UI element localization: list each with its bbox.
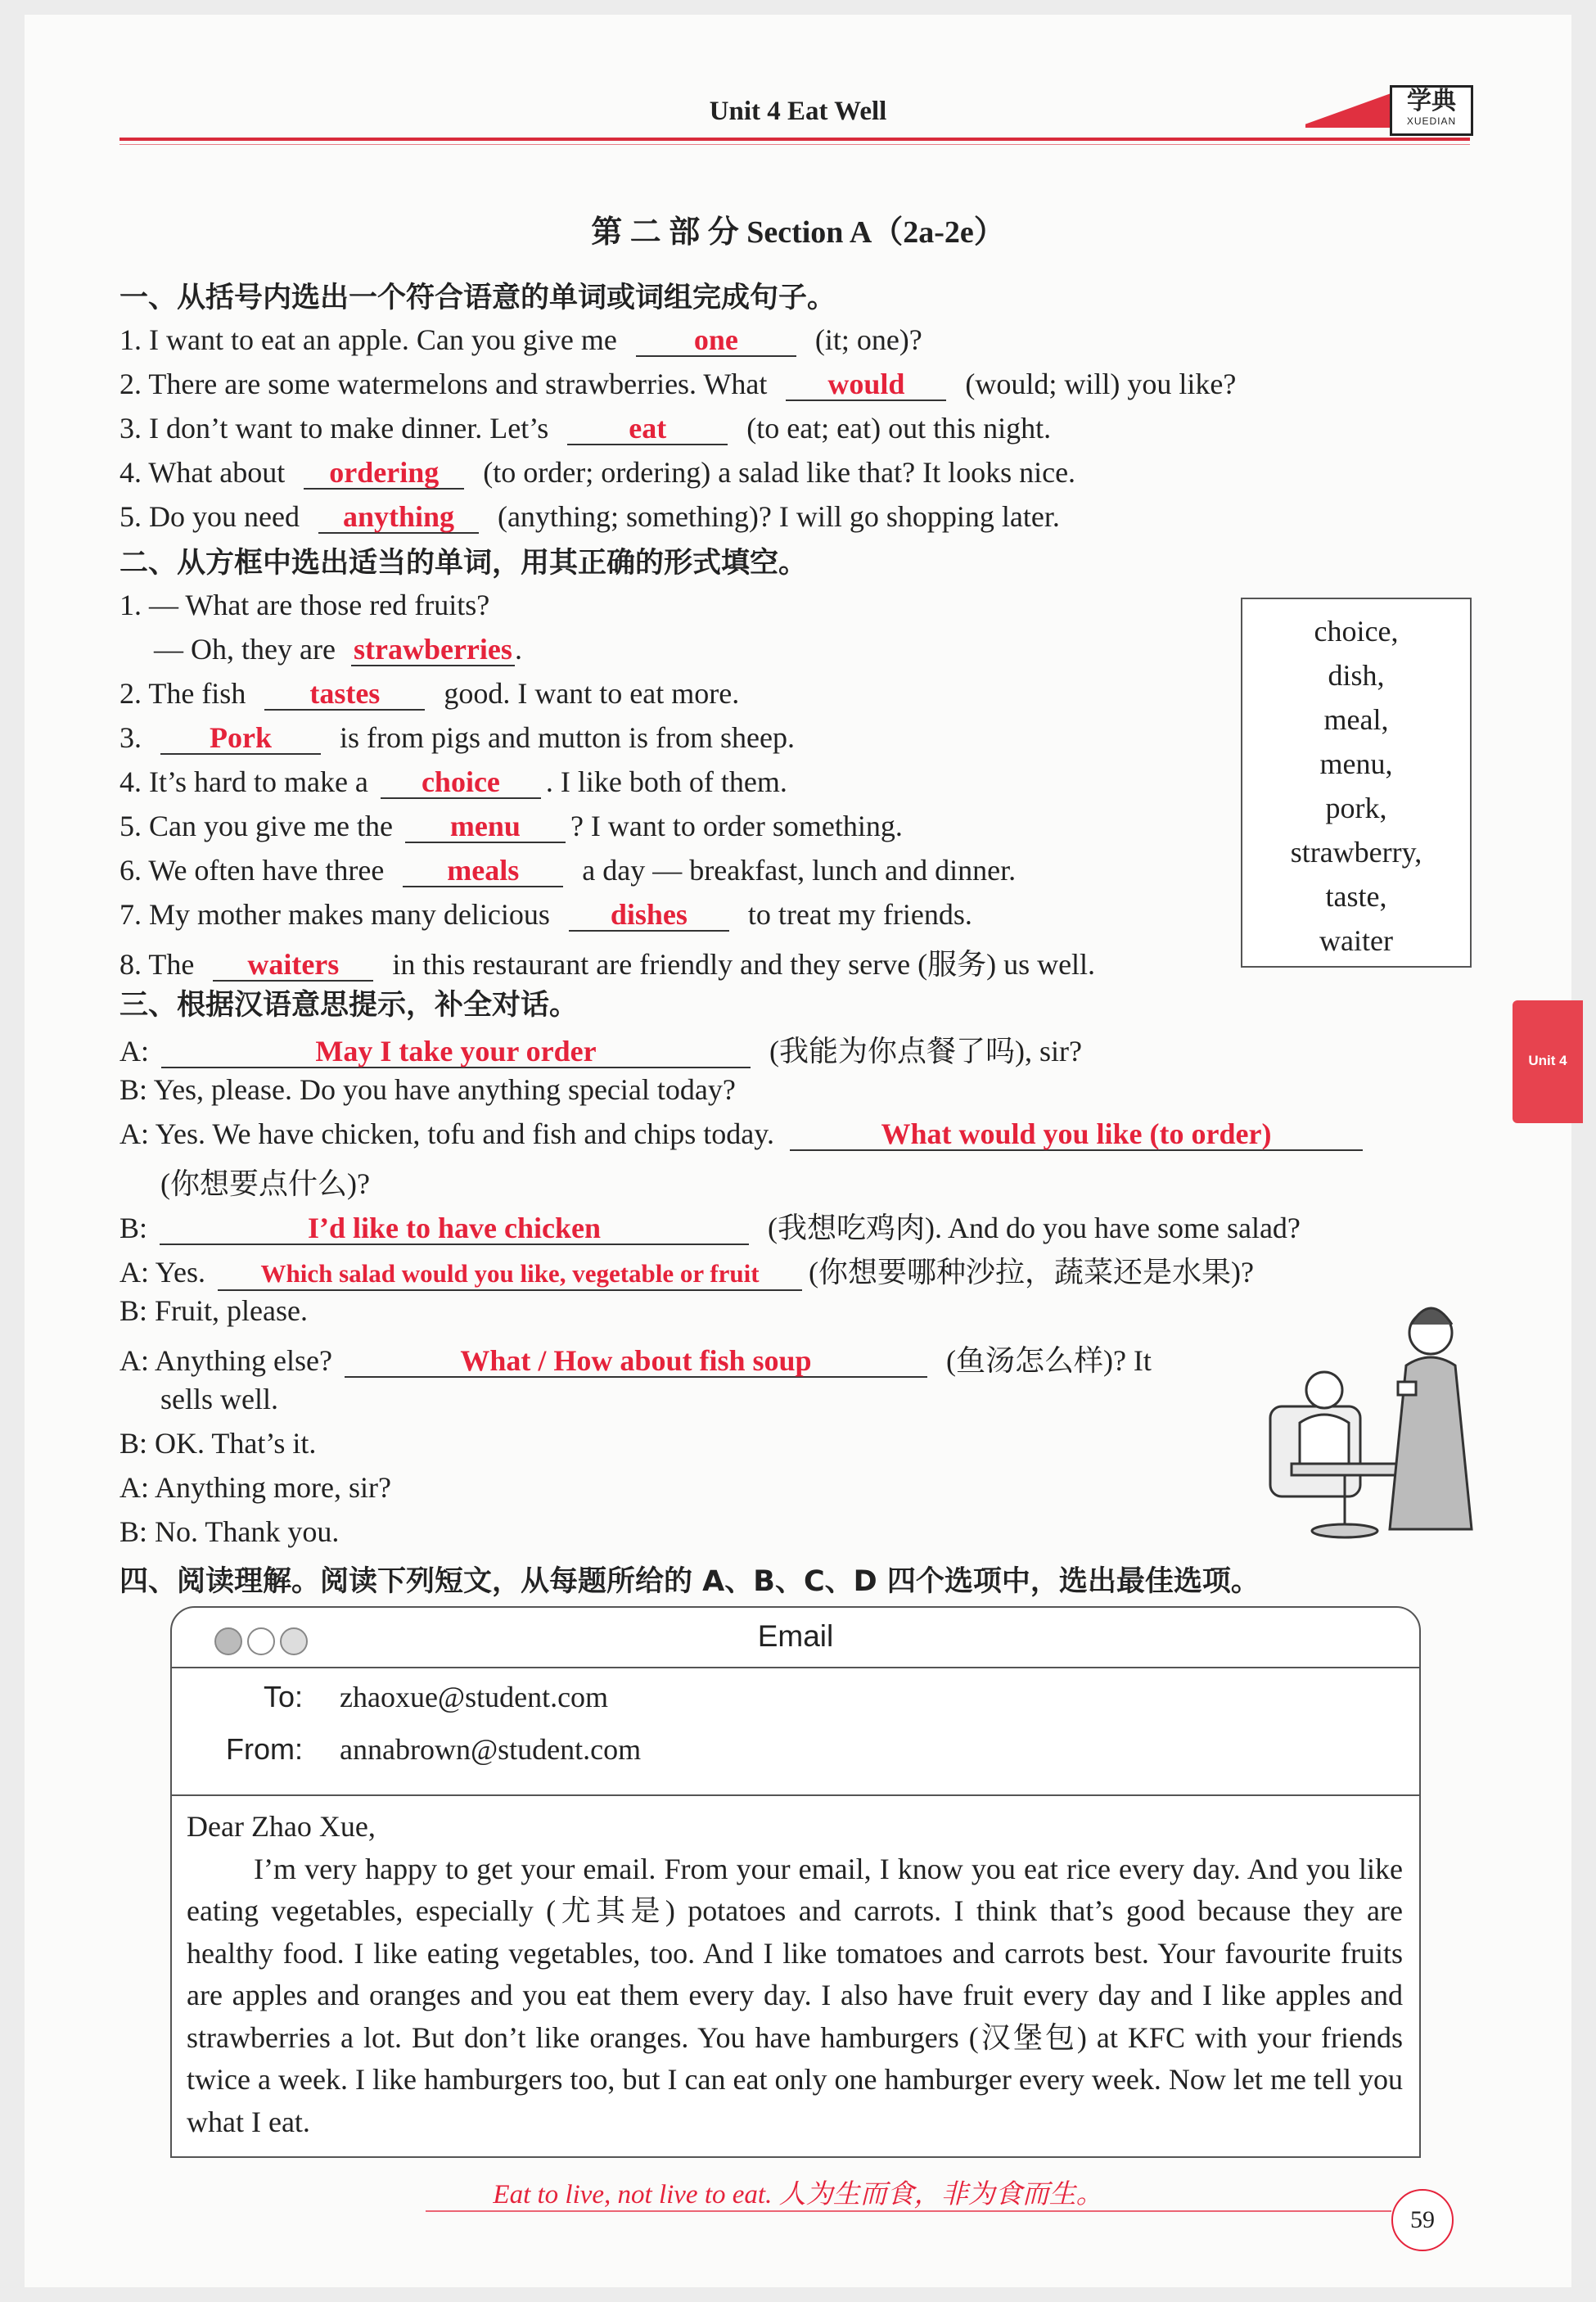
brand-logo [1310, 79, 1473, 136]
speaker: B: [119, 1212, 148, 1244]
part2-item-6 [119, 853, 1016, 887]
answer-blank[interactable]: anything [318, 501, 479, 534]
item-text: 8. The [119, 948, 195, 981]
item-text: 6. We often have three [119, 854, 385, 887]
item-text: 4. It’s hard to make a [119, 765, 368, 798]
from-address: annabrown@student.com [340, 1733, 642, 1766]
answer-blank[interactable]: choice [381, 766, 541, 799]
email-window [170, 1606, 1421, 2158]
dialog-line-8: B: OK. That’s it. [119, 1427, 317, 1460]
item-text-post: in this restaurant are friendly and they serve (服务) us well. [392, 948, 1096, 981]
dialog-line-2: B: Yes, please. Do you have anything special today? [119, 1073, 736, 1106]
answer-blank[interactable]: May I take your order [161, 1036, 751, 1068]
part4-heading: 四、阅读理解。阅读下列短文，从每题所给的 A、B、C、D 四个选项中，选出最佳选项。 [119, 1565, 1260, 1598]
brand-box [1390, 85, 1473, 136]
header-rule-thin [119, 144, 1470, 145]
item-text: 2. There are some watermelons and strawberries. What [119, 368, 768, 400]
part1-item-4 [119, 455, 1075, 490]
part2-item-1-question: 1. — What are those red fruits? [119, 589, 490, 621]
part2-item-8 [119, 941, 1095, 983]
word-box-item: meal, [1323, 703, 1389, 736]
dialog-line-7b: sells well. [160, 1383, 278, 1415]
dialog-text: A: Yes. We have chicken, tofu and fish and chips today. [119, 1117, 774, 1150]
to-address: zhaoxue@student.com [340, 1681, 609, 1713]
item-text: 5. Can you give me the [119, 810, 393, 842]
item-punct: . [514, 633, 522, 666]
answer-blank[interactable]: meals [403, 855, 563, 887]
answer-blank[interactable]: What / How about fish soup [345, 1345, 927, 1378]
answer-blank[interactable]: dishes [569, 899, 729, 932]
dialog-text: A: Anything else? [119, 1344, 332, 1377]
running-header: Unit 4 Eat Well [709, 97, 887, 126]
section-title: 第 二 部 分 Section A（2a-2e） [591, 215, 1005, 250]
part1-heading: 一、从括号内选出一个符合语意的单词或词组完成句子。 [119, 282, 836, 314]
item-text-post: . I like both of them. [545, 765, 787, 798]
dialog-text: (我想吃鸡肉). And do you have some salad? [768, 1212, 1301, 1244]
header-rule [119, 138, 1470, 141]
brand-ribbon [1305, 92, 1395, 128]
part2-item-2 [119, 676, 739, 711]
restaurant-illustration [1267, 1292, 1480, 1546]
dialog-line-4 [119, 1205, 1301, 1247]
item-text-post: a day — breakfast, lunch and dinner. [582, 854, 1017, 887]
item-text: — Oh, they are [154, 633, 336, 666]
item-options: (to order; ordering) a salad like that? It looks nice. [483, 456, 1076, 489]
item-options: (to eat; eat) out this night. [746, 412, 1052, 445]
answer-blank[interactable]: menu [405, 810, 566, 843]
answer-blank[interactable]: would [786, 368, 946, 401]
email-paragraph: I’m very happy to get your email. From your email, I know you eat rice every day. And you like eating vegetables, especially (尤其是) potatoes and carrots. I think that’s good because they are healthy food. I like eating vegetables, too. And I like tomatoes and carrots best. Your favourite fruits are apples and oranges and you eat them every day. I also have fruit every day and I like apples and strawberries a lot. But don’t like oranges. You have hamburgers (汉堡包) at KFC with your friends twice a week. I like hamburgers too, but I can eat only one hamburger every week. Now let me tell you what I eat. [187, 1852, 1403, 2138]
answer-blank[interactable]: I’d like to have chicken [160, 1212, 749, 1245]
word-box-item: menu, [1319, 747, 1393, 780]
answer-blank[interactable]: Pork [160, 722, 321, 755]
dialog-line-10: B: No. Thank you. [119, 1515, 340, 1548]
item-text-post: ? I want to order something. [570, 810, 903, 842]
item-text: 5. Do you need [119, 500, 300, 533]
unit-side-tab [1513, 1000, 1583, 1123]
speaker: A: [119, 1035, 149, 1067]
word-box [1241, 598, 1472, 968]
part2-heading: 二、从方框中选出适当的单词，用其正确的形式填空。 [119, 547, 808, 580]
item-text: 7. My mother makes many delicious [119, 898, 550, 931]
email-body [187, 1806, 1403, 2143]
item-text: 3. [119, 721, 142, 754]
answer-blank[interactable]: one [636, 324, 796, 357]
side-tab-label: Unit 4 [1528, 1053, 1567, 1068]
part1-item-1 [119, 323, 922, 357]
answer-blank[interactable]: tastes [264, 678, 425, 711]
part2-item-3 [119, 720, 795, 755]
dialog-line-6: B: Fruit, please. [119, 1294, 308, 1327]
item-options: (anything; something)? I will go shopping later. [497, 500, 1060, 533]
answer-blank[interactable]: Which salad would you like, vegetable or fruit [218, 1258, 802, 1291]
dialog-line-7 [119, 1338, 1152, 1379]
footer-motto: Eat to live, not live to eat. 人为生而食，非为食而生。 [493, 2180, 1103, 2209]
dialog-line-5 [119, 1249, 1254, 1291]
to-label: To: [263, 1680, 303, 1713]
from-label: From: [226, 1732, 303, 1766]
email-header [172, 1667, 1419, 1796]
item-text-post: to treat my friends. [747, 898, 972, 931]
word-box-item: taste, [1325, 880, 1387, 913]
dialog-line-3 [119, 1117, 1363, 1151]
word-box-item: strawberry, [1290, 836, 1422, 869]
dialog-text: (鱼汤怎么样)? It [945, 1344, 1152, 1377]
item-text: 3. I don’t want to make dinner. Let’s [119, 412, 549, 445]
item-options: (it; one)? [814, 323, 922, 356]
word-box-item: waiter [1319, 924, 1393, 957]
item-options: (would; will) you like? [965, 368, 1237, 400]
part2-item-7 [119, 897, 972, 932]
part2-item-4 [119, 765, 787, 799]
email-title: Email [757, 1619, 834, 1653]
part1-item-3 [119, 411, 1051, 445]
word-box-item: pork, [1325, 792, 1387, 824]
dialog-text: A: Yes. [119, 1256, 206, 1289]
part2-item-5 [119, 809, 903, 843]
answer-blank[interactable]: eat [567, 413, 728, 445]
email-title-bar [172, 1608, 1419, 1668]
page-number: 59 [1391, 2189, 1454, 2251]
answer-blank[interactable]: strawberries [351, 634, 515, 666]
item-text: 4. What about [119, 456, 286, 489]
item-text: 2. The fish [119, 677, 246, 710]
answer-blank[interactable]: ordering [304, 457, 464, 490]
answer-blank[interactable]: What would you like (to order) [790, 1118, 1363, 1151]
dialog-line-3b: (你想要点什么)? [160, 1167, 370, 1200]
part2-item-1-answer [154, 632, 522, 666]
dialog-line-1 [119, 1028, 1082, 1070]
part1-item-2 [119, 367, 1236, 401]
dialog-line-9: A: Anything more, sir? [119, 1471, 391, 1504]
dialog-text: (我能为你点餐了吗), sir? [769, 1035, 1082, 1067]
part1-item-5 [119, 499, 1060, 534]
email-greeting: Dear Zhao Xue, [187, 1810, 376, 1843]
dialog-text: (你想要哪种沙拉，蔬菜还是水果)? [809, 1256, 1255, 1289]
item-text-post: is from pigs and mutton is from sheep. [340, 721, 795, 754]
brand-en: XUEDIAN [1406, 115, 1457, 127]
word-box-item: choice, [1314, 615, 1399, 648]
item-text: 1. I want to eat an apple. Can you give me [119, 323, 617, 356]
answer-blank[interactable]: waiters [213, 949, 373, 982]
item-text-post: good. I want to eat more. [444, 677, 740, 710]
brand-cn: 学典 [1407, 87, 1456, 115]
word-box-item: dish, [1328, 659, 1385, 692]
part3-heading: 三、根据汉语意思提示，补全对话。 [119, 989, 579, 1022]
